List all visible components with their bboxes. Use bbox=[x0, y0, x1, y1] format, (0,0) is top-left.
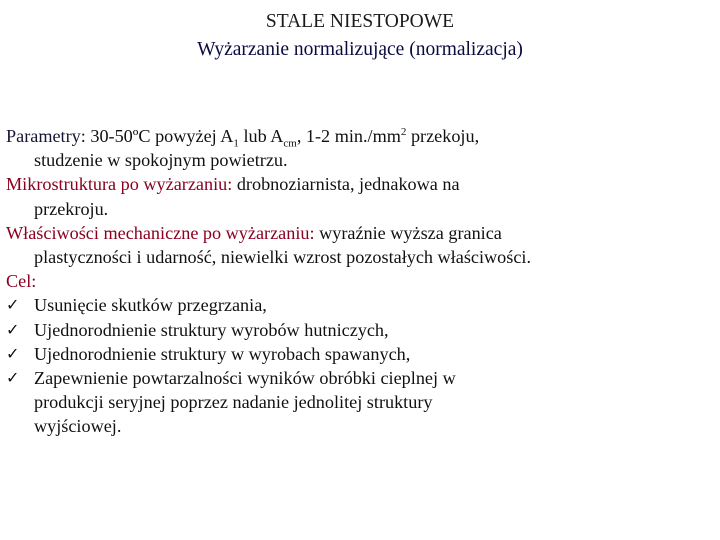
cel-item-4 bbox=[6, 366, 718, 390]
wlasciwosci-line2: plastyczności i udarność, niewielki wzrost pozostałych właściwości. bbox=[34, 247, 531, 268]
cel-label: Cel: bbox=[6, 271, 37, 292]
slide-subtitle: Wyżarzanie normalizujące (normalizacja) bbox=[197, 39, 523, 60]
mikrostruktura-text: drobnoziarnista, jednakowa na bbox=[232, 174, 460, 195]
cel-item-3 bbox=[6, 342, 718, 366]
checkmark-icon: ✓ bbox=[6, 319, 20, 339]
mikrostruktura-paragraph bbox=[6, 172, 718, 196]
cel-item-4-continuation: produkcji seryjnej poprzez nadanie jednolitej struktury bbox=[34, 392, 433, 413]
cel-item-text: Usunięcie skutków przegrzania, bbox=[34, 295, 267, 316]
parametry-paragraph bbox=[6, 124, 718, 148]
cel-item-1 bbox=[6, 293, 718, 317]
cel-item-text: Ujednorodnienie struktury w wyrobach spawanych, bbox=[34, 343, 411, 364]
checkmark-icon: ✓ bbox=[6, 368, 20, 388]
checkmark-icon: ✓ bbox=[6, 295, 20, 315]
slide-title: STALE NIESTOPOWE bbox=[265, 11, 455, 32]
parametry-sup-c: 2 bbox=[400, 125, 407, 138]
parametry-line2: studzenie w spokojnym powietrzu. bbox=[34, 150, 288, 171]
mikrostruktura-label: Mikrostruktura po wyżarzaniu: bbox=[6, 174, 233, 195]
mikrostruktura-line2: przekroju. bbox=[34, 198, 109, 219]
checkmark-icon: ✓ bbox=[6, 343, 20, 363]
wlasciwosci-paragraph bbox=[6, 221, 718, 245]
parametry-text-d: przekoju, bbox=[406, 126, 480, 146]
cel-item-2 bbox=[6, 318, 718, 342]
wlasciwosci-label: Właściwości mechaniczne po wyżarzaniu: bbox=[6, 222, 315, 243]
cel-item-text: Zapewnienie powtarzalności wyników obróbki cieplnej w bbox=[34, 368, 456, 389]
parametry-text-a: 30-50ºC powyżej A bbox=[85, 126, 234, 146]
cel-item-4-continuation: wyjściowej. bbox=[34, 416, 122, 437]
parametry-sub-a: 1 bbox=[233, 137, 239, 150]
parametry-text-c: , 1-2 min./mm bbox=[296, 126, 401, 146]
slide-body bbox=[6, 124, 718, 439]
wlasciwosci-text: wyraźnie wyższa granica bbox=[314, 222, 502, 243]
parametry-text-b: lub A bbox=[238, 126, 284, 146]
parametry-label: Parametry: bbox=[6, 126, 86, 146]
parametry-sub-b: cm bbox=[283, 137, 297, 150]
cel-item-text: Ujednorodnienie struktury wyrobów hutniczych, bbox=[34, 319, 389, 340]
